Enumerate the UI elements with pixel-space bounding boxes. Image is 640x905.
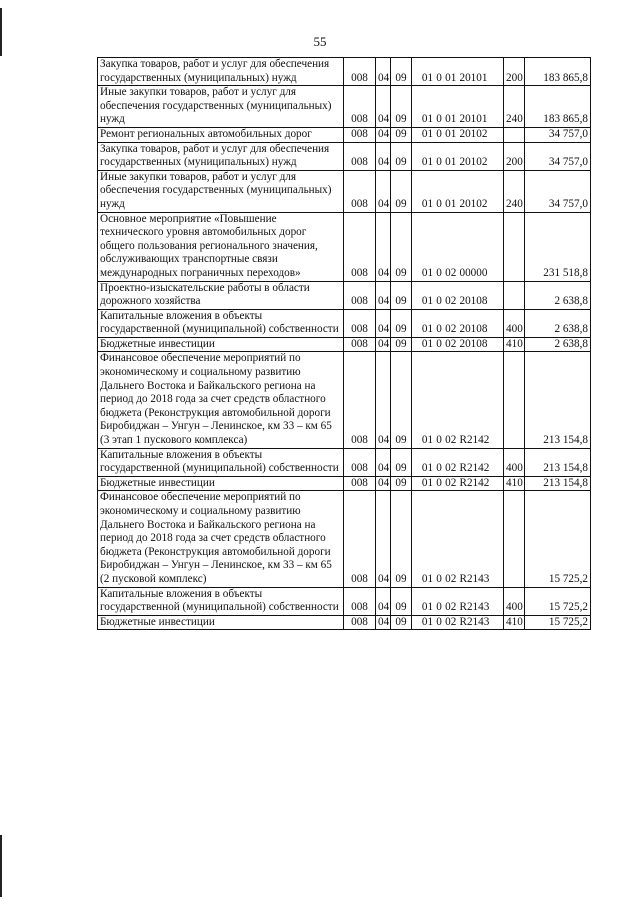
subprogram-code: 0 xyxy=(436,197,442,210)
main-event-code: 01 xyxy=(445,127,457,140)
ministry-code-cell xyxy=(344,142,376,170)
section-code-cell xyxy=(376,86,391,128)
expense-type-cell xyxy=(504,491,525,587)
ministry-code-cell xyxy=(344,309,376,337)
program-code: 01 xyxy=(421,295,434,308)
target-article-cell xyxy=(412,58,504,86)
item-name: Бюджетные инвестиции xyxy=(100,615,215,628)
expense-type-code: 410 xyxy=(506,615,523,628)
subsection-code: 09 xyxy=(395,71,407,84)
section-code-cell xyxy=(376,587,391,615)
direction-code: R2143 xyxy=(459,601,490,614)
ministry-code-cell xyxy=(344,127,376,142)
item-name-cell xyxy=(98,615,344,630)
amount: 213 154,8 xyxy=(543,476,588,489)
program-code: 01 xyxy=(421,266,434,279)
main-event-code: 02 xyxy=(445,572,457,585)
program-code: 01 xyxy=(421,601,434,614)
expense-type-cell xyxy=(504,58,525,86)
item-name-cell xyxy=(98,491,344,587)
section-code: 04 xyxy=(378,337,390,350)
direction-code: 20102 xyxy=(459,197,488,210)
ministry-code-cell xyxy=(344,352,376,448)
section-code-cell xyxy=(376,337,391,352)
amount-cell xyxy=(525,587,591,615)
subsection-code-cell xyxy=(391,491,412,587)
subsection-code-cell xyxy=(391,476,412,491)
item-name-cell xyxy=(98,352,344,448)
section-code: 04 xyxy=(378,266,390,279)
item-name: Капитальные вложения в объекты государственной (муниципальной) собственности xyxy=(100,309,339,336)
ministry-code: 008 xyxy=(351,197,368,210)
ministry-code-cell xyxy=(344,86,376,128)
main-event-code: 02 xyxy=(445,323,457,336)
direction-code: 00000 xyxy=(459,266,488,279)
ministry-code: 008 xyxy=(351,127,368,140)
main-event-code: 01 xyxy=(445,156,457,169)
expense-type-cell xyxy=(504,309,525,337)
expense-type-cell xyxy=(504,352,525,448)
amount-cell xyxy=(525,281,591,309)
main-event-code: 01 xyxy=(445,71,457,84)
section-code-cell xyxy=(376,309,391,337)
program-code: 01 xyxy=(421,615,434,628)
target-article-cell xyxy=(412,86,504,128)
subsection-code-cell xyxy=(391,86,412,128)
direction-code: 20108 xyxy=(459,337,488,350)
item-name: Финансовое обеспечение мероприятий по экономическому и социальному развитию Дальнего Востока и Байкальского региона на период до 2018 года за счет средств областного бюджета (Реконструкция автомобильной дороги Биробиджан – Унгун – Ленинское, км 33 – км 65 (3 этап 1 пускового комплекса) xyxy=(100,352,332,447)
subsection-code: 09 xyxy=(395,337,407,350)
expense-type-code: 240 xyxy=(506,197,523,210)
main-event-code: 02 xyxy=(445,462,457,475)
main-event-code: 02 xyxy=(445,295,457,308)
table-row xyxy=(98,58,591,86)
section-code-cell xyxy=(376,142,391,170)
ministry-code: 008 xyxy=(351,323,368,336)
amount-cell xyxy=(525,86,591,128)
table-row xyxy=(98,352,591,448)
item-name: Бюджетные инвестиции xyxy=(100,476,215,489)
section-code-cell xyxy=(376,352,391,448)
item-name: Основное мероприятие «Повышение технического уровня автомобильных дорог общего пользования регионального значения, обслуживающих транспортные связи международных пограничных переходов» xyxy=(100,212,318,279)
section-code: 04 xyxy=(378,71,390,84)
table-row xyxy=(98,476,591,491)
item-name: Закупка товаров, работ и услуг для обеспечения государственных (муниципальных) нужд xyxy=(100,58,330,84)
direction-code: 20102 xyxy=(459,127,488,140)
amount: 15 725,2 xyxy=(548,572,588,585)
section-code: 04 xyxy=(378,601,390,614)
item-name: Ремонт региональных автомобильных дорог xyxy=(100,127,312,140)
expense-type-code: 400 xyxy=(506,323,523,336)
ministry-code: 008 xyxy=(351,295,368,308)
expense-type-code: 410 xyxy=(506,337,523,350)
target-article-cell xyxy=(412,142,504,170)
subprogram-code: 0 xyxy=(436,601,442,614)
section-code: 04 xyxy=(378,572,390,585)
amount-cell xyxy=(525,142,591,170)
subsection-code-cell xyxy=(391,352,412,448)
budget-table xyxy=(97,57,591,630)
section-code: 04 xyxy=(378,615,390,628)
subsection-code-cell xyxy=(391,58,412,86)
section-code-cell xyxy=(376,281,391,309)
expense-type-cell xyxy=(504,281,525,309)
ministry-code-cell xyxy=(344,281,376,309)
section-code-cell xyxy=(376,448,391,476)
target-article-cell xyxy=(412,170,504,212)
section-code: 04 xyxy=(378,156,390,169)
direction-code: R2142 xyxy=(459,434,490,447)
direction-code: 20101 xyxy=(459,113,488,126)
expense-type-cell xyxy=(504,587,525,615)
amount-cell xyxy=(525,337,591,352)
subprogram-code: 0 xyxy=(436,323,442,336)
expense-type-code: 400 xyxy=(506,601,523,614)
item-name-cell xyxy=(98,587,344,615)
item-name-cell xyxy=(98,127,344,142)
section-code: 04 xyxy=(378,197,390,210)
section-code-cell xyxy=(376,170,391,212)
direction-code: R2142 xyxy=(459,462,490,475)
item-name-cell xyxy=(98,142,344,170)
expense-type-cell xyxy=(504,86,525,128)
subprogram-code: 0 xyxy=(436,113,442,126)
ministry-code: 008 xyxy=(351,156,368,169)
table-row xyxy=(98,212,591,281)
subsection-code-cell xyxy=(391,281,412,309)
expense-type-code: 200 xyxy=(506,156,523,169)
ministry-code-cell xyxy=(344,476,376,491)
subsection-code-cell xyxy=(391,127,412,142)
section-code: 04 xyxy=(378,113,390,126)
table-row xyxy=(98,337,591,352)
program-code: 01 xyxy=(421,71,434,84)
amount: 2 638,8 xyxy=(554,337,588,350)
ministry-code-cell xyxy=(344,615,376,630)
amount: 34 757,0 xyxy=(548,127,588,140)
left-margin-mark xyxy=(0,835,2,897)
program-code: 01 xyxy=(421,197,434,210)
subsection-code: 09 xyxy=(395,156,407,169)
main-event-code: 02 xyxy=(445,434,457,447)
subsection-code: 09 xyxy=(395,476,407,489)
subsection-code: 09 xyxy=(395,434,407,447)
target-article-cell xyxy=(412,448,504,476)
subprogram-code: 0 xyxy=(436,127,442,140)
ministry-code: 008 xyxy=(351,476,368,489)
item-name-cell xyxy=(98,337,344,352)
program-code: 01 xyxy=(421,337,434,350)
ministry-code-cell xyxy=(344,491,376,587)
target-article-cell xyxy=(412,337,504,352)
ministry-code-cell xyxy=(344,587,376,615)
subsection-code-cell xyxy=(391,448,412,476)
section-code-cell xyxy=(376,58,391,86)
target-article-cell xyxy=(412,127,504,142)
section-code: 04 xyxy=(378,476,390,489)
subprogram-code: 0 xyxy=(436,462,442,475)
direction-code: 20108 xyxy=(459,295,488,308)
target-article-cell xyxy=(412,491,504,587)
target-article-cell xyxy=(412,212,504,281)
ministry-code: 008 xyxy=(351,266,368,279)
table-row xyxy=(98,615,591,630)
ministry-code-cell xyxy=(344,212,376,281)
expense-type-cell xyxy=(504,615,525,630)
ministry-code: 008 xyxy=(351,615,368,628)
target-article-cell xyxy=(412,352,504,448)
item-name-cell xyxy=(98,309,344,337)
subsection-code-cell xyxy=(391,170,412,212)
subprogram-code: 0 xyxy=(436,295,442,308)
ministry-code: 008 xyxy=(351,113,368,126)
ministry-code: 008 xyxy=(351,572,368,585)
program-code: 01 xyxy=(421,476,434,489)
direction-code: R2143 xyxy=(459,615,490,628)
section-code-cell xyxy=(376,127,391,142)
subprogram-code: 0 xyxy=(436,572,442,585)
subsection-code: 09 xyxy=(395,266,407,279)
amount-cell xyxy=(525,491,591,587)
expense-type-cell xyxy=(504,476,525,491)
ministry-code: 008 xyxy=(351,71,368,84)
program-code: 01 xyxy=(421,572,434,585)
amount-cell xyxy=(525,352,591,448)
item-name: Финансовое обеспечение мероприятий по экономическому и социальному развитию Дальнего Востока и Байкальского региона на период до 2018 года за счет средств областного бюджета (Реконструкция автомобильной дороги Биробиджан – Унгун – Ленинское, км 33 – км 65 (2 пусковой комплекс) xyxy=(100,491,332,585)
target-article-cell xyxy=(412,476,504,491)
program-code: 01 xyxy=(421,113,434,126)
expense-type-code: 410 xyxy=(506,476,523,489)
expense-type-cell xyxy=(504,448,525,476)
main-event-code: 02 xyxy=(445,337,457,350)
amount-cell xyxy=(525,127,591,142)
subsection-code: 09 xyxy=(395,295,407,308)
ministry-code: 008 xyxy=(351,462,368,475)
amount: 15 725,2 xyxy=(548,601,588,614)
amount-cell xyxy=(525,170,591,212)
ministry-code-cell xyxy=(344,337,376,352)
section-code-cell xyxy=(376,212,391,281)
program-code: 01 xyxy=(421,127,434,140)
table-row xyxy=(98,142,591,170)
subsection-code: 09 xyxy=(395,615,407,628)
amount: 2 638,8 xyxy=(554,323,588,336)
section-code: 04 xyxy=(378,295,390,308)
table-row xyxy=(98,587,591,615)
subsection-code: 09 xyxy=(395,601,407,614)
program-code: 01 xyxy=(421,156,434,169)
section-code: 04 xyxy=(378,127,390,140)
amount-cell xyxy=(525,58,591,86)
direction-code: R2142 xyxy=(459,476,490,489)
item-name: Проектно-изыскательские работы в области дорожного хозяйства xyxy=(100,281,310,308)
program-code: 01 xyxy=(421,462,434,475)
subsection-code: 09 xyxy=(395,113,407,126)
direction-code: R2143 xyxy=(459,572,490,585)
subsection-code-cell xyxy=(391,587,412,615)
subprogram-code: 0 xyxy=(436,615,442,628)
target-article-cell xyxy=(412,587,504,615)
table-row xyxy=(98,127,591,142)
section-code-cell xyxy=(376,615,391,630)
amount: 213 154,8 xyxy=(543,434,588,447)
item-name: Иные закупки товаров, работ и услуг для обеспечения государственных (муниципальных) нужд xyxy=(100,170,332,210)
item-name-cell xyxy=(98,86,344,128)
expense-type-code: 240 xyxy=(506,113,523,126)
table-row xyxy=(98,309,591,337)
subsection-code-cell xyxy=(391,615,412,630)
program-code: 01 xyxy=(421,434,434,447)
section-code-cell xyxy=(376,491,391,587)
expense-type-code: 400 xyxy=(506,462,523,475)
main-event-code: 02 xyxy=(445,266,457,279)
direction-code: 20101 xyxy=(459,71,488,84)
amount-cell xyxy=(525,448,591,476)
amount: 183 865,8 xyxy=(543,113,588,126)
expense-type-cell xyxy=(504,127,525,142)
table-row xyxy=(98,281,591,309)
subprogram-code: 0 xyxy=(436,337,442,350)
subsection-code: 09 xyxy=(395,462,407,475)
amount: 231 518,8 xyxy=(543,266,588,279)
item-name-cell xyxy=(98,58,344,86)
item-name-cell xyxy=(98,281,344,309)
main-event-code: 01 xyxy=(445,113,457,126)
ministry-code-cell xyxy=(344,58,376,86)
direction-code: 20108 xyxy=(459,323,488,336)
amount-cell xyxy=(525,476,591,491)
item-name-cell xyxy=(98,448,344,476)
item-name: Капитальные вложения в объекты государственной (муниципальной) собственности xyxy=(100,587,339,614)
section-code: 04 xyxy=(378,434,390,447)
subsection-code: 09 xyxy=(395,323,407,336)
item-name-cell xyxy=(98,212,344,281)
subprogram-code: 0 xyxy=(436,476,442,489)
ministry-code: 008 xyxy=(351,434,368,447)
amount: 15 725,2 xyxy=(548,615,588,628)
section-code: 04 xyxy=(378,323,390,336)
ministry-code-cell xyxy=(344,448,376,476)
subprogram-code: 0 xyxy=(436,434,442,447)
amount: 34 757,0 xyxy=(548,197,588,210)
table-row xyxy=(98,170,591,212)
subsection-code-cell xyxy=(391,337,412,352)
main-event-code: 02 xyxy=(445,601,457,614)
table-row xyxy=(98,86,591,128)
ministry-code: 008 xyxy=(351,337,368,350)
item-name: Закупка товаров, работ и услуг для обеспечения государственных (муниципальных) нужд xyxy=(100,142,330,169)
target-article-cell xyxy=(412,309,504,337)
main-event-code: 01 xyxy=(445,197,457,210)
main-event-code: 02 xyxy=(445,615,457,628)
table-row xyxy=(98,491,591,587)
page-number: 55 xyxy=(313,34,327,49)
target-article-cell xyxy=(412,281,504,309)
table-row xyxy=(98,448,591,476)
direction-code: 20102 xyxy=(459,156,488,169)
subsection-code-cell xyxy=(391,142,412,170)
target-article-cell xyxy=(412,615,504,630)
subsection-code-cell xyxy=(391,309,412,337)
item-name: Иные закупки товаров, работ и услуг для обеспечения государственных (муниципальных) нужд xyxy=(100,86,332,126)
subsection-code: 09 xyxy=(395,572,407,585)
section-code-cell xyxy=(376,476,391,491)
amount-cell xyxy=(525,212,591,281)
amount: 183 865,8 xyxy=(543,71,588,84)
item-name: Капитальные вложения в объекты государственной (муниципальной) собственности xyxy=(100,448,339,475)
subsection-code-cell xyxy=(391,212,412,281)
expense-type-code: 200 xyxy=(506,71,523,84)
program-code: 01 xyxy=(421,323,434,336)
ministry-code-cell xyxy=(344,170,376,212)
amount-cell xyxy=(525,309,591,337)
amount: 2 638,8 xyxy=(554,295,588,308)
expense-type-cell xyxy=(504,170,525,212)
item-name-cell xyxy=(98,170,344,212)
amount: 213 154,8 xyxy=(543,462,588,475)
section-code: 04 xyxy=(378,462,390,475)
main-event-code: 02 xyxy=(445,476,457,489)
amount-cell xyxy=(525,615,591,630)
subprogram-code: 0 xyxy=(436,266,442,279)
item-name-cell xyxy=(98,476,344,491)
ministry-code: 008 xyxy=(351,601,368,614)
subprogram-code: 0 xyxy=(436,156,442,169)
item-name: Бюджетные инвестиции xyxy=(100,337,215,350)
subprogram-code: 0 xyxy=(436,71,442,84)
amount: 34 757,0 xyxy=(548,156,588,169)
subsection-code: 09 xyxy=(395,197,407,210)
expense-type-cell xyxy=(504,142,525,170)
subsection-code: 09 xyxy=(395,127,407,140)
expense-type-cell xyxy=(504,212,525,281)
expense-type-cell xyxy=(504,337,525,352)
